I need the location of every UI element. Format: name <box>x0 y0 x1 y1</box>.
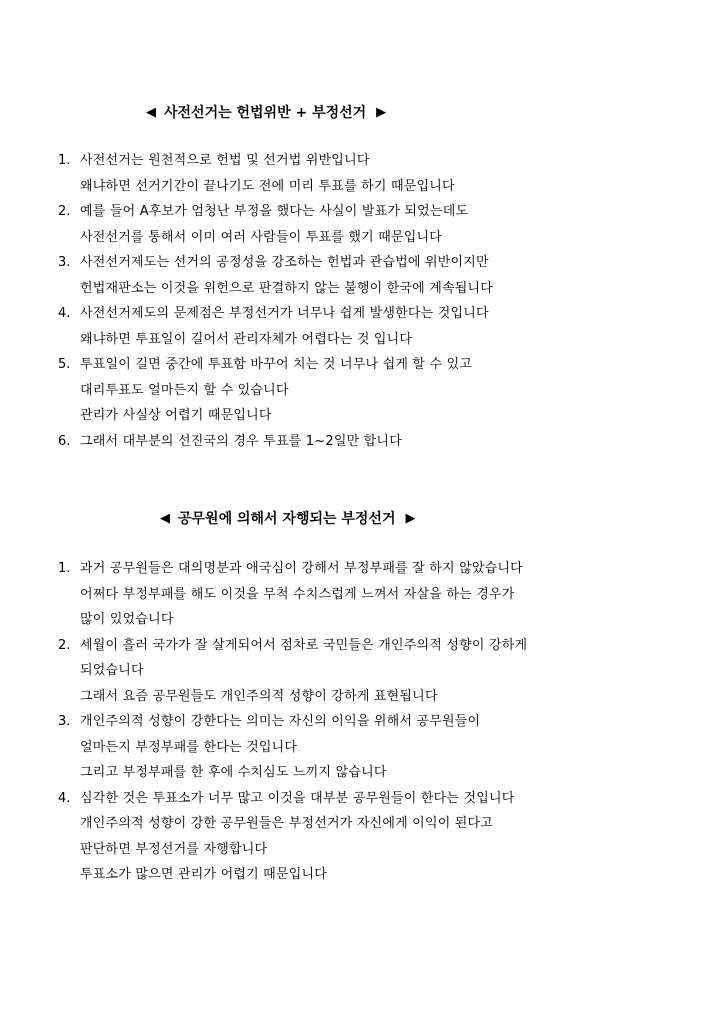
triangle-right-icon: ▶ <box>405 511 416 526</box>
item-line: 과거 공무원들은 대의명분과 애국심이 강해서 부정부패를 잘 하지 않았습니다 <box>80 561 523 576</box>
item-number: 6. <box>58 433 71 449</box>
item-line: 그래서 대부분의 선진국의 경우 투표를 1~2일만 합니다 <box>80 433 402 449</box>
list-item <box>58 429 678 455</box>
item-line: 왜냐하면 투표일이 길어서 관리자체가 어렵다는 것 입니다 <box>80 331 413 347</box>
item-line: 판단하면 부정선거를 자행합니다 <box>80 841 268 857</box>
item-number: 3. <box>58 714 71 729</box>
item-line: 그래서 요즘 공무원들도 개인주의적 성향이 강하게 표현됩니다 <box>80 688 438 704</box>
item-line: 어쩌다 부정부패를 해도 이것을 무척 수치스럽게 느껴서 자살을 하는 경우가 <box>80 586 515 602</box>
item-line: 되었습니다 <box>80 663 144 678</box>
item-line: 왜냐하면 선거기간이 끝나기도 전에 미리 투표를 하기 때문입니다 <box>80 178 455 194</box>
item-number: 2. <box>58 637 71 653</box>
item-line: 사전선거제도의 문제점은 부정선거가 너무나 쉽게 발생한다는 것입니다 <box>80 306 489 321</box>
item-line: 대리투표도 얼마든지 할 수 있습니다 <box>80 382 289 398</box>
triangle-right-icon: ▶ <box>376 105 387 120</box>
list-item <box>58 556 678 633</box>
list-item <box>58 301 678 352</box>
item-line: 심각한 것은 투표소가 너무 많고 이것을 대부분 공무원들이 한다는 것입니다 <box>80 790 515 806</box>
item-number: 1. <box>58 561 71 576</box>
section-constitution-violation <box>58 100 678 454</box>
item-number: 4. <box>58 306 71 321</box>
section-public-servant-fraud <box>58 506 678 888</box>
item-number: 2. <box>58 204 71 219</box>
item-number: 3. <box>58 255 71 270</box>
list-item <box>58 148 678 199</box>
item-line: 관리가 사실상 어렵기 때문입니다 <box>80 408 272 423</box>
item-number: 1. <box>58 153 71 168</box>
item-line: 헌법재판소는 이것을 위헌으로 판결하지 않는 불행이 한국에 계속됩니다 <box>80 280 494 296</box>
item-line: 얼마든지 부정부패를 한다는 것입니다 <box>80 739 298 755</box>
item-line: 예를 들어 A후보가 엄청난 부정을 했다는 사실이 발표가 되었는데도 <box>80 204 469 219</box>
item-number: 5. <box>58 357 71 372</box>
section-title: 사전선거는 헌법위반 + 부정선거 <box>164 105 367 121</box>
list-item <box>58 352 678 429</box>
item-number: 4. <box>58 790 71 806</box>
section-heading <box>58 100 678 126</box>
item-line: 많이 있었습니다 <box>80 612 174 627</box>
item-line: 투표소가 많으면 관리가 어렵기 때문입니다 <box>80 867 327 882</box>
item-line: 개인주의적 성향이 강한 공무원들은 부정선거가 자신에게 이익이 된다고 <box>80 816 494 831</box>
list-item <box>58 633 678 710</box>
item-line: 사전선거는 원천적으로 헌법 및 선거법 위반입니다 <box>80 153 370 168</box>
list-item <box>58 786 678 888</box>
numbered-list <box>58 556 678 888</box>
list-item <box>58 250 678 301</box>
triangle-left-icon: ◀ <box>146 105 156 120</box>
numbered-list <box>58 148 678 454</box>
triangle-left-icon: ◀ <box>160 511 170 526</box>
item-line: 그리고 부정부패를 한 후에 수치심도 느끼지 않습니다 <box>80 765 387 780</box>
section-heading <box>58 506 678 532</box>
list-item <box>58 709 678 786</box>
item-line: 사전선거제도는 선거의 공정성을 강조하는 헌법과 관습법에 위반이지만 <box>80 255 489 270</box>
list-item <box>58 199 678 250</box>
item-line: 세월이 흘러 국가가 잘 살게되어서 점차로 국민들은 개인주의적 성향이 강하게 <box>80 637 528 653</box>
section-title: 공무원에 의해서 자행되는 부정선거 <box>178 511 396 527</box>
item-line: 사전선거를 통해서 이미 여러 사람들이 투표를 했기 때문입니다 <box>80 229 443 245</box>
item-line: 개인주의적 성향이 강한다는 의미는 자신의 이익을 위해서 공무원들이 <box>80 714 481 729</box>
item-line: 투표일이 길면 중간에 투표함 바꾸어 치는 것 너무나 쉽게 할 수 있고 <box>80 357 473 372</box>
